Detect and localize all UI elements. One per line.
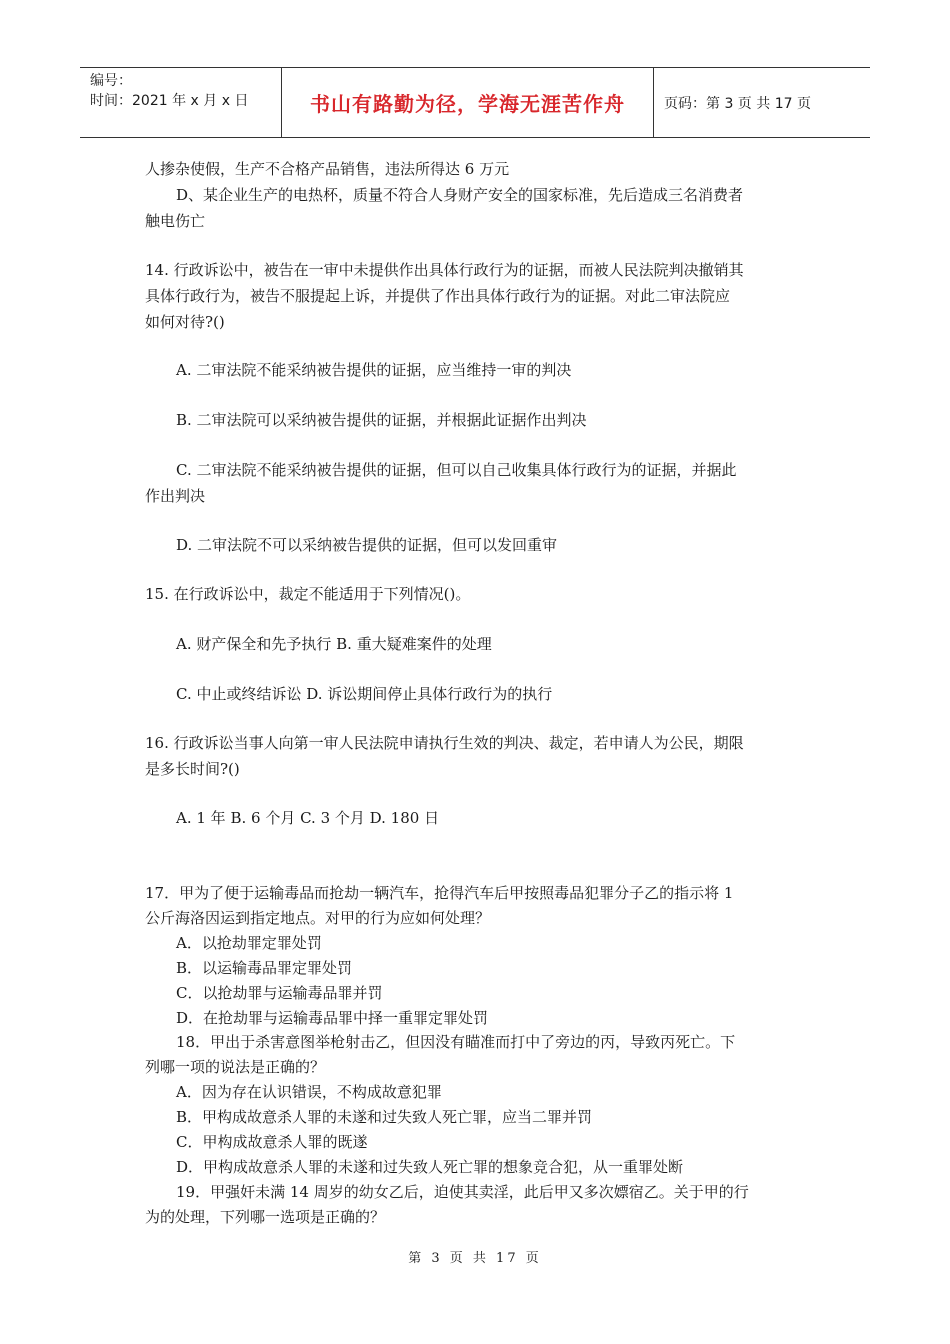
question-line: 19．甲强奸未满 14 周岁的幼女乙后，迫使其卖淫，此后甲又多次嫖宿乙。关于甲的行 xyxy=(176,1183,749,1201)
question-line: 为的处理，下列哪一选项是正确的？ xyxy=(145,1208,386,1226)
question-line: 公斤海洛因运到指定地点。对甲的行为应如何处理？ xyxy=(145,909,491,927)
question-line: 具体行政行为，被告不服提起上诉，并提供了作出具体行政行为的证据。对此二审法院应 xyxy=(145,287,731,305)
option-line: A. 1 年 B. 6 个月 C. 3 个月 D. 180 日 xyxy=(176,809,440,827)
header-page-code-cell xyxy=(654,68,870,137)
header-page-code: 页码：第 3 页 共 17 页 xyxy=(664,95,811,112)
question-line: 14. 行政诉讼中，被告在一审中未提供作出具体行政行为的证据，而被人民法院判决撤销其 xyxy=(145,261,744,279)
option-line: C. 中止或终结诉讼 D. 诉讼期间停止具体行政行为的执行 xyxy=(176,685,553,703)
question-line: 列哪一项的说法是正确的？ xyxy=(145,1058,326,1076)
option-line: 作出判决 xyxy=(145,487,206,505)
option-line: A．以抢劫罪定罪处罚 xyxy=(176,934,322,952)
option-line: B．以运输毒品罪定罪处罚 xyxy=(176,959,353,977)
option-line: D．在抢劫罪与运输毒品罪中择一重罪定罪处罚 xyxy=(176,1009,489,1027)
option-line: A. 二审法院不能采纳被告提供的证据，应当维持一审的判决 xyxy=(176,361,572,379)
option-line: B．甲构成故意杀人罪的未遂和过失致人死亡罪，应当二罪并罚 xyxy=(176,1108,593,1126)
question-line: 如何对待?() xyxy=(145,313,225,331)
header-meta xyxy=(80,68,281,137)
option-line: D. 二审法院不可以采纳被告提供的证据，但可以发回重审 xyxy=(176,536,558,554)
document-number-label: 编号： xyxy=(90,73,132,89)
question-line: 16. 行政诉讼当事人向第一审人民法院申请执行生效的判决、裁定，若申请人为公民，期限 xyxy=(145,734,744,752)
text-line: 人掺杂使假，生产不合格产品销售，违法所得达 6 万元 xyxy=(145,160,510,178)
option-line: C．以抢劫罪与运输毒品罪并罚 xyxy=(176,984,383,1002)
page-header xyxy=(80,67,870,138)
option-line: A．因为存在认识错误，不构成故意犯罪 xyxy=(176,1083,442,1101)
page-footer: 第 3 页 共 17 页 xyxy=(408,1251,542,1266)
header-motto: 书山有路勤为径，学海无涯苦作舟 xyxy=(310,92,625,116)
option-line: B. 二审法院可以采纳被告提供的证据，并根据此证据作出判决 xyxy=(176,411,587,429)
question-line: 17．甲为了便于运输毒品而抢劫一辆汽车，抢得汽车后甲按照毒品犯罪分子乙的指示将 1 xyxy=(145,884,734,902)
header-motto-cell xyxy=(281,68,654,137)
question-line: 18．甲出于杀害意图举枪射击乙，但因没有瞄准而打中了旁边的丙，导致丙死亡。下 xyxy=(176,1033,736,1051)
text-line: 触电伤亡 xyxy=(145,212,206,230)
option-line: D．甲构成故意杀人罪的未遂和过失致人死亡罪的想象竞合犯，从一重罪处断 xyxy=(176,1158,684,1176)
text-line: D、某企业生产的电热杯，质量不符合人身财产安全的国家标准，先后造成三名消费者 xyxy=(176,186,744,204)
question-line: 15. 在行政诉讼中，裁定不能适用于下列情况()。 xyxy=(145,585,471,603)
question-line: 是多长时间?() xyxy=(145,760,240,778)
option-line: C. 二审法院不能采纳被告提供的证据，但可以自己收集具体行政行为的证据，并据此 xyxy=(176,461,737,479)
option-line: A. 财产保全和先予执行 B. 重大疑难案件的处理 xyxy=(176,635,492,653)
document-time-label: 时间：2021 年 x 月 x 日 xyxy=(90,93,249,109)
option-line: C．甲构成故意杀人罪的既遂 xyxy=(176,1133,368,1151)
